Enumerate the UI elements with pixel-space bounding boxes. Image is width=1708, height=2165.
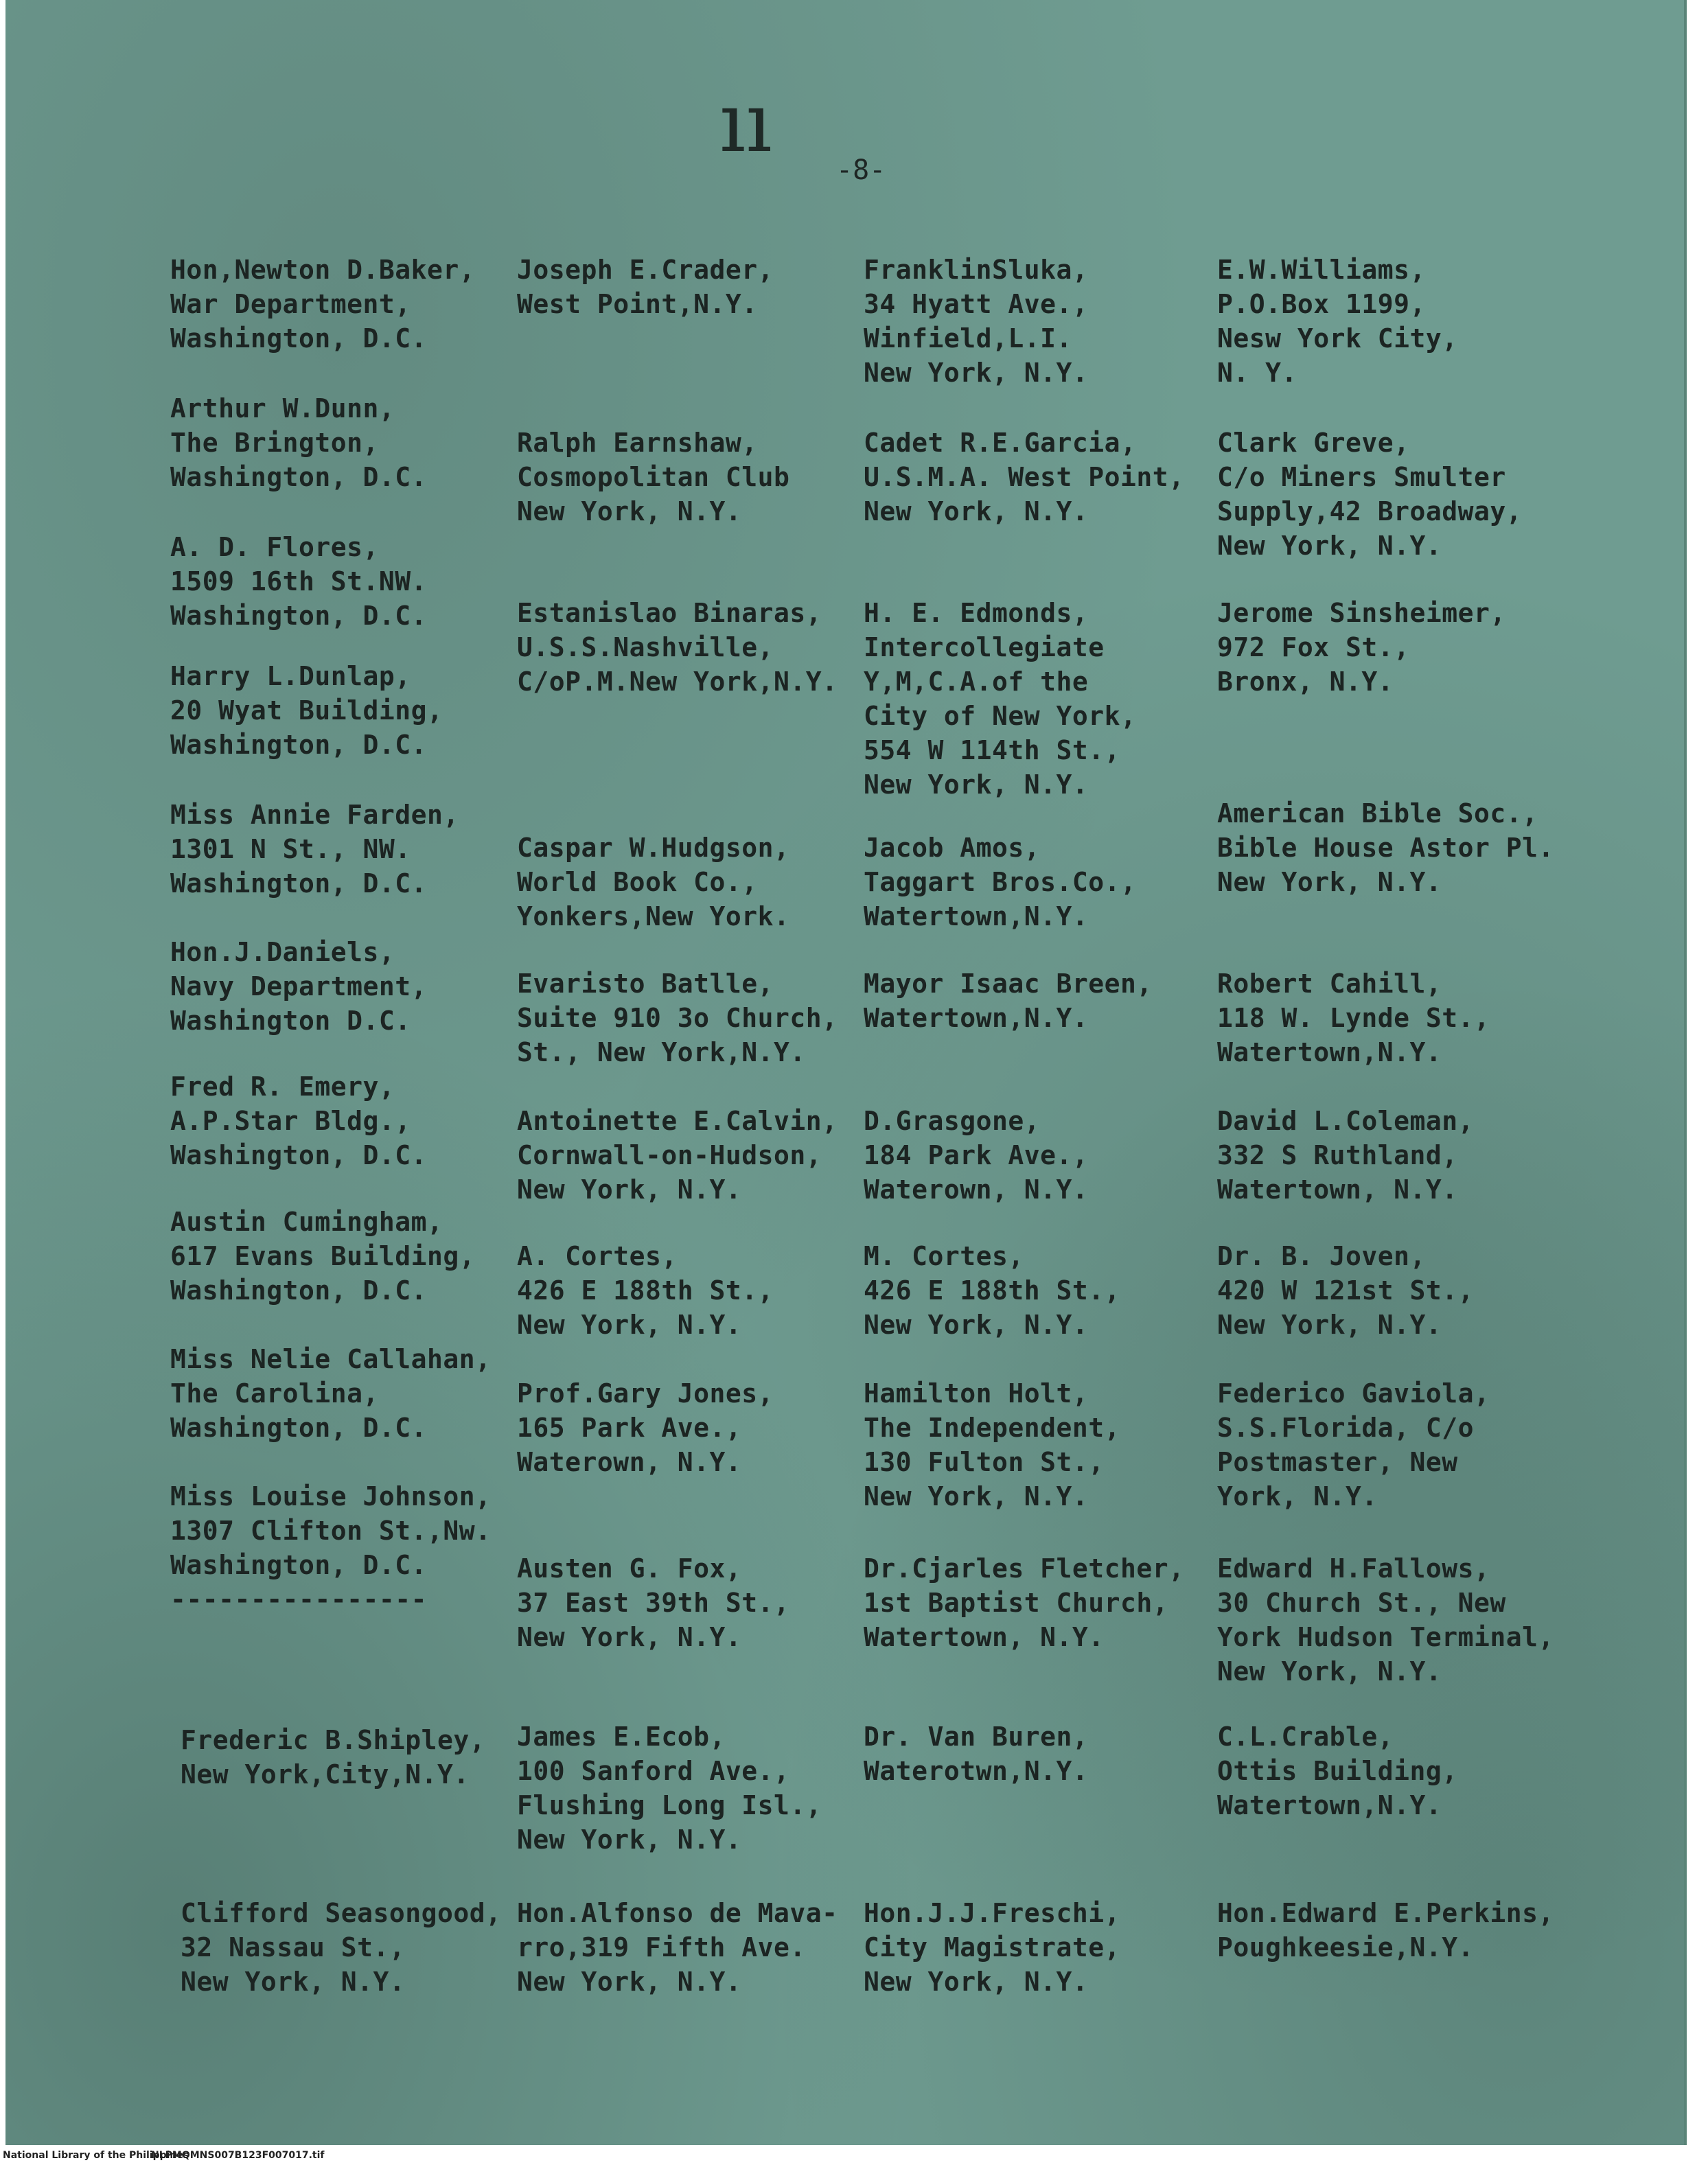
address-entry: James E.Ecob, 100 Sanford Ave., Flushing Long Isl., New York, N.Y. bbox=[517, 1722, 822, 1855]
address-entry: Harry L.Dunlap, 20 Wyat Building, Washington, D.C. bbox=[170, 661, 443, 760]
address-entry: Hon.Edward E.Perkins, Poughkeesie,N.Y. bbox=[1217, 1898, 1554, 1963]
address-entry: Edward H.Fallows, 30 Church St., New York Hudson Terminal, New York, N.Y. bbox=[1217, 1553, 1554, 1687]
scan-footer bbox=[0, 2145, 1708, 2165]
address-entry: Hamilton Holt, The Independent, 130 Fulton St., New York, N.Y. bbox=[864, 1378, 1121, 1512]
address-entry: H. E. Edmonds, Intercollegiate Y,M,C.A.of the City of New York, 554 W 114th St., New York, N.Y. bbox=[864, 598, 1137, 800]
page-number: -8- bbox=[836, 154, 886, 186]
address-entry: Austen G. Fox, 37 East 39th St., New York, N.Y. bbox=[517, 1553, 790, 1652]
address-entry: Dr. B. Joven, 420 W 121st St., New York, N.Y. bbox=[1217, 1241, 1475, 1340]
address-entry: A. Cortes, 426 E 188th St., New York, N.Y. bbox=[517, 1241, 774, 1340]
address-entry: Miss Annie Farden, 1301 N St., NW. Washington, D.C. bbox=[170, 800, 459, 899]
address-entry: Joseph E.Crader, West Point,N.Y. bbox=[517, 255, 774, 319]
address-entry: Estanislao Binaras, U.S.S.Nashville, C/oP.M.New York,N.Y. bbox=[517, 598, 838, 697]
address-entry: Clifford Seasongood, 32 Nassau St., New York, N.Y. bbox=[181, 1898, 502, 1997]
handwritten-mark: ıı bbox=[719, 76, 772, 171]
address-entry: FranklinSluka, 34 Hyatt Ave., Winfield,L.I. New York, N.Y. bbox=[864, 255, 1089, 388]
address-entry: C.L.Crable, Ottis Building, Watertown,N.Y. bbox=[1217, 1722, 1458, 1820]
address-entry: Federico Gaviola, S.S.Florida, C/o Postmaster, New York, N.Y. bbox=[1217, 1378, 1490, 1512]
address-entry: Miss Nelie Callahan, The Carolina, Washington, D.C. bbox=[170, 1344, 492, 1443]
address-entry: Arthur W.Dunn, The Brington, Washington, D.C. bbox=[170, 393, 428, 492]
address-entry: E.W.Williams, P.O.Box 1199, Nesw York City, N. Y. bbox=[1217, 255, 1458, 388]
address-entry: David L.Coleman, 332 S Ruthland, Watertown, N.Y. bbox=[1217, 1106, 1475, 1205]
address-entry: Ralph Earnshaw, Cosmopolitan Club New York, N.Y. bbox=[517, 428, 790, 526]
address-entry: Antoinette E.Calvin, Cornwall-on-Hudson, New York, N.Y. bbox=[517, 1106, 838, 1205]
footer-file-id: NLPMQMNS007B123F007017.tif bbox=[151, 2150, 325, 2161]
address-entry: Austin Cumingham, 617 Evans Building, Washington, D.C. bbox=[170, 1207, 476, 1306]
address-entry: Jacob Amos, Taggart Bros.Co., Watertown,N.Y. bbox=[864, 833, 1137, 931]
address-entry: A. D. Flores, 1509 16th St.NW. Washington, D.C. bbox=[170, 532, 428, 631]
footer-library-label: National Library of the Philippines bbox=[3, 2150, 189, 2161]
address-entry: Dr. Van Buren, Waterotwn,N.Y. bbox=[864, 1722, 1089, 1786]
address-entry: Robert Cahill, 118 W. Lynde St., Watertown,N.Y. bbox=[1217, 969, 1490, 1067]
address-entry: Hon,Newton D.Baker, War Department, Washington, D.C. bbox=[170, 255, 476, 354]
address-entry: M. Cortes, 426 E 188th St., New York, N.Y. bbox=[864, 1241, 1121, 1340]
address-entry: Frederic B.Shipley, New York,City,N.Y. bbox=[181, 1725, 486, 1790]
address-entry: American Bible Soc., Bible House Astor Pl. New York, N.Y. bbox=[1217, 798, 1554, 897]
address-entry: Hon.Alfonso de Mava- rro,319 Fifth Ave. New York, N.Y. bbox=[517, 1898, 838, 1997]
address-entry: Hon.J.J.Freschi, City Magistrate, New York, N.Y. bbox=[864, 1898, 1121, 1997]
address-entry: Jerome Sinsheimer, 972 Fox St., Bronx, N.Y. bbox=[1217, 598, 1506, 697]
address-entry: Miss Louise Johnson, 1307 Clifton St.,Nw. Washington, D.C. ---------------- bbox=[170, 1481, 492, 1614]
address-entry: Evaristo Batlle, Suite 910 3o Church, St., New York,N.Y. bbox=[517, 969, 838, 1067]
address-entry: Dr.Cjarles Fletcher, 1st Baptist Church, Watertown, N.Y. bbox=[864, 1553, 1185, 1652]
address-entry: Hon.J.Daniels, Navy Department, Washington D.C. bbox=[170, 937, 428, 1036]
address-entry: Caspar W.Hudgson, World Book Co., Yonkers,New York. bbox=[517, 833, 790, 931]
address-entry: Clark Greve, C/o Miners Smulter Supply,42 Broadway, New York, N.Y. bbox=[1217, 428, 1523, 561]
address-entry: D.Grasgone, 184 Park Ave., Waterown, N.Y. bbox=[864, 1106, 1089, 1205]
address-entry: Cadet R.E.Garcia, U.S.M.A. West Point, New York, N.Y. bbox=[864, 428, 1185, 526]
document-page bbox=[5, 0, 1687, 2145]
address-entry: Mayor Isaac Breen, Watertown,N.Y. bbox=[864, 969, 1153, 1033]
address-entry: Prof.Gary Jones, 165 Park Ave., Waterown, N.Y. bbox=[517, 1378, 774, 1477]
address-entry: Fred R. Emery, A.P.Star Bldg., Washington, D.C. bbox=[170, 1072, 428, 1170]
